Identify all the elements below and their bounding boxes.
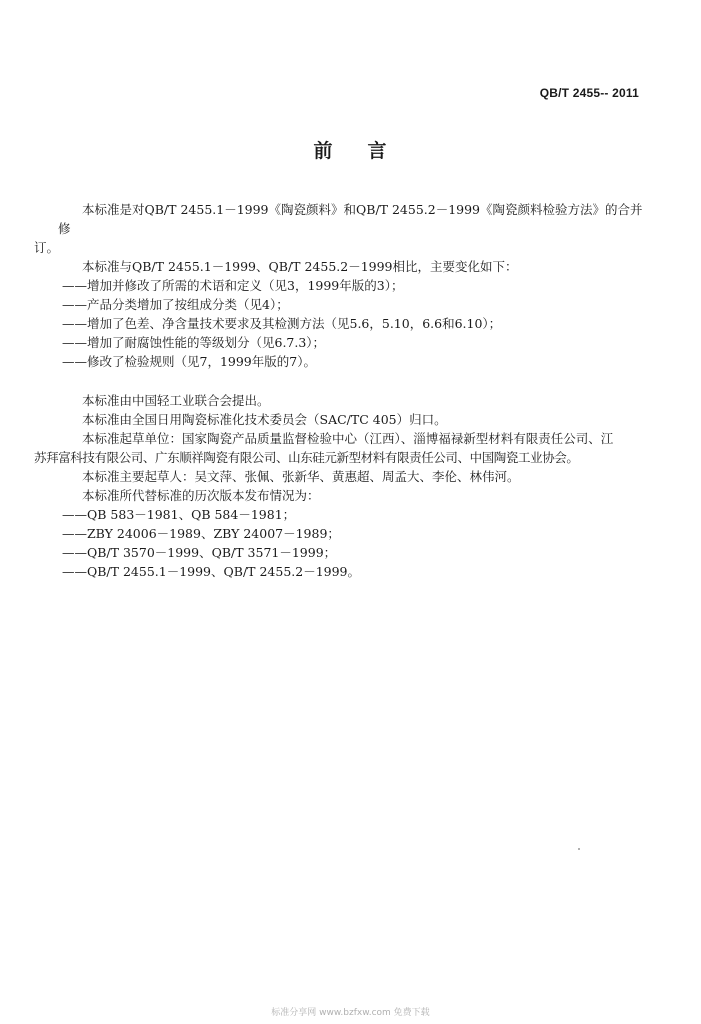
title-char-2: 言	[367, 140, 388, 162]
foreword-body	[34, 200, 648, 581]
paragraph-revision-cont: 订。	[34, 240, 60, 255]
change-item: ——增加了色差、净含量技术要求及其检测方法（见5.6，5.10，6.6和6.10）；	[62, 316, 502, 331]
paragraph-proposed: 本标准由中国轻工业联合会提出。	[82, 393, 270, 408]
title-char-1: 前	[313, 140, 334, 162]
change-item: ——修改了检验规则（见7，1999年版的7）。	[62, 354, 316, 369]
paragraph-revision: 本标准是对QB/T 2455.1－1999《陶瓷颜料》和QB/T 2455.2－1999《陶瓷颜料检验方法》的合并修	[58, 202, 643, 236]
footer-watermark: 标准分享网 www.bzfxw.com 免费下载	[271, 1008, 430, 1018]
paragraph-changes-intro: 本标准与QB/T 2455.1－1999、QB/T 2455.2－1999相比，主要变化如下：	[82, 259, 518, 274]
history-item: ——QB/T 3570－1999、QB/T 3571－1999；	[62, 545, 337, 560]
paragraph-history-intro: 本标准所代替标准的历次版本发布情况为：	[82, 488, 320, 503]
page-title	[0, 136, 701, 163]
paragraph-drafting-units: 本标准起草单位：国家陶瓷产品质量监督检验中心（江西）、淄博福禄新型材料有限责任公司、江	[82, 431, 614, 446]
history-item: ——QB/T 2455.1－1999、QB/T 2455.2－1999。	[62, 564, 361, 579]
change-item: ——增加并修改了所需的术语和定义（见3，1999年版的3）；	[62, 278, 404, 293]
paragraph-drafters: 本标准主要起草人：吴文萍、张佩、张新华、黄惠超、周孟大、李伦、林伟河。	[82, 469, 520, 484]
scan-speck	[578, 848, 580, 850]
change-item: ——产品分类增加了按组成分类（见4）；	[62, 297, 289, 312]
paragraph-centralized: 本标准由全国日用陶瓷标准化技术委员会（SAC/TC 405）归口。	[82, 412, 447, 427]
standard-code: QB/T 2455-- 2011	[539, 86, 639, 100]
change-item: ——增加了耐腐蚀性能的等级划分（见6.7.3）；	[62, 335, 326, 350]
history-item: ——ZBY 24006－1989、ZBY 24007－1989；	[62, 526, 340, 541]
paragraph-drafting-units-cont: 苏拜富科技有限公司、广东顺祥陶瓷有限公司、山东硅元新型材料有限责任公司、中国陶瓷工业协会。	[34, 450, 579, 465]
history-item: ——QB 583－1981、QB 584－1981；	[62, 507, 296, 522]
